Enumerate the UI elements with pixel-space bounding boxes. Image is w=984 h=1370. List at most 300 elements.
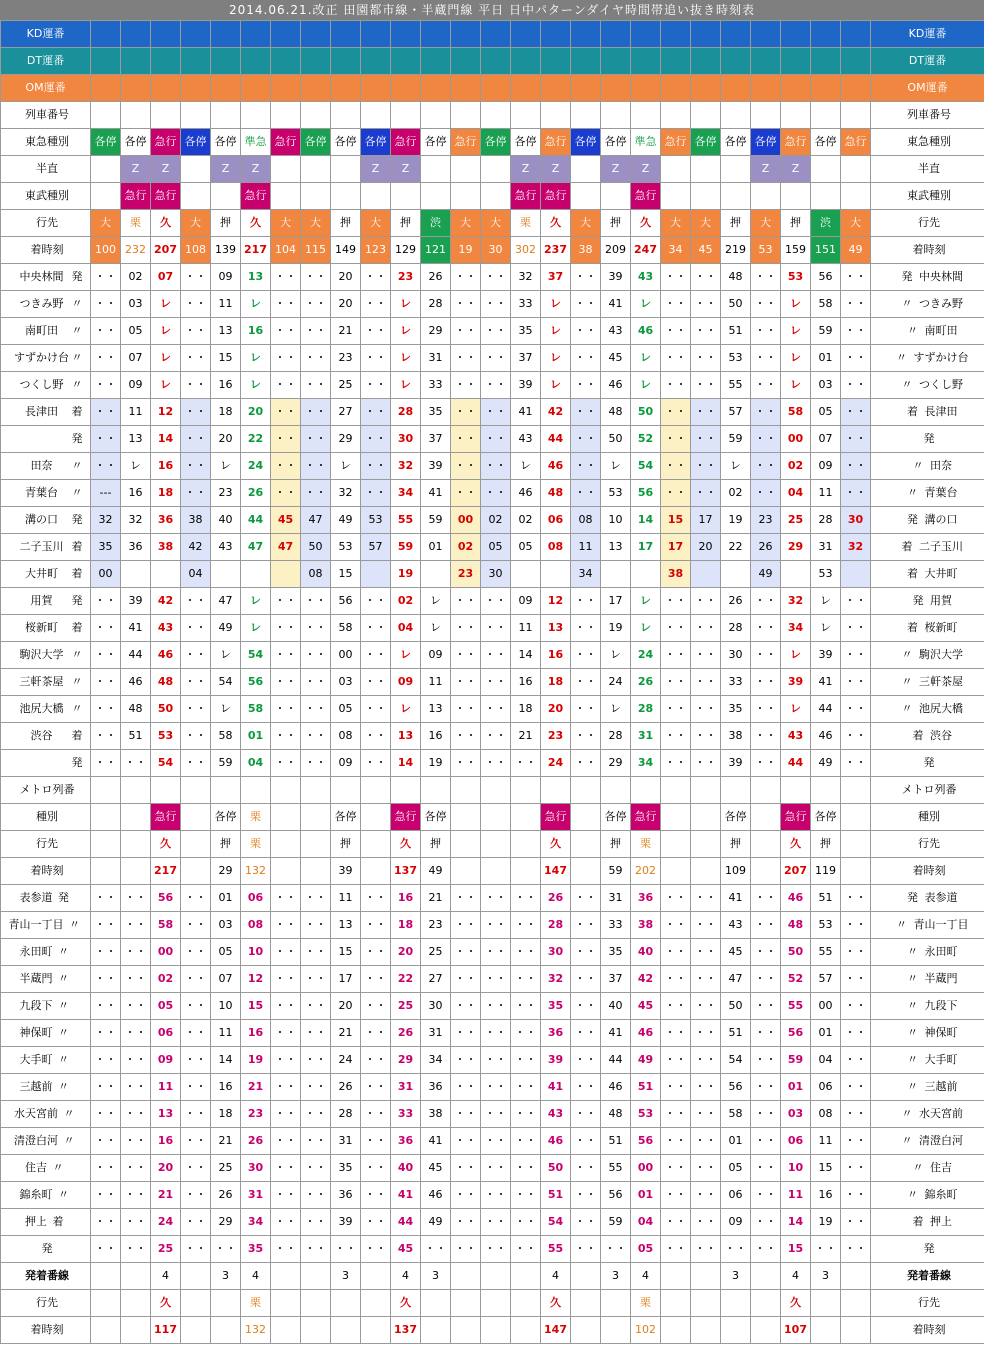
time-cell: ・・ (301, 399, 331, 426)
time-cell: 46 (541, 453, 571, 480)
track-row (1, 1263, 984, 1290)
time-cell: 28 (631, 696, 661, 723)
kd-cell (631, 21, 661, 48)
dt-cell (361, 48, 391, 75)
time-cell: ・・ (511, 750, 541, 777)
hanchoku-row (1, 156, 984, 183)
time-cell: ・・ (571, 966, 601, 993)
train-type: 準急 (631, 129, 661, 156)
station-kind: 着 (71, 567, 83, 580)
time-cell: 20 (241, 399, 271, 426)
metro-dest-cell (691, 831, 721, 858)
time-cell: 45 (721, 939, 751, 966)
train-type: 各停 (571, 129, 601, 156)
track-cell: 4 (151, 1263, 181, 1290)
time-cell: ・・ (691, 453, 721, 480)
time-cell: ・・ (841, 1074, 871, 1101)
time-cell: 14 (631, 507, 661, 534)
time-cell: 28 (811, 507, 841, 534)
metro-train-no-cell (781, 777, 811, 804)
time-cell: ・・ (751, 345, 781, 372)
metro-train-no-cell (721, 777, 751, 804)
time-cell: 35 (241, 1236, 271, 1263)
station-name: 桜新町 (25, 621, 58, 634)
hanchoku-cell: Z (151, 156, 181, 183)
hanchoku-cell: Z (511, 156, 541, 183)
station-name-right (871, 615, 984, 642)
dest-cell: 久 (541, 210, 571, 237)
time-cell: 17 (691, 507, 721, 534)
time-cell: ・・ (451, 750, 481, 777)
time-cell: 19 (721, 507, 751, 534)
time-cell: ・・ (361, 453, 391, 480)
type-row (1, 129, 984, 156)
time-cell: 38 (661, 561, 691, 588)
train-type: 急行 (151, 129, 181, 156)
time-cell: 11 (511, 615, 541, 642)
train-no-cell (181, 102, 211, 129)
station-kind: 発 (923, 756, 935, 769)
time-cell: 39 (721, 750, 751, 777)
station-name-left (1, 912, 91, 939)
time-cell: 56 (631, 1128, 661, 1155)
time-cell (841, 561, 871, 588)
hanchoku-cell (811, 156, 841, 183)
dest-cell: 大 (271, 210, 301, 237)
station-name-right (871, 561, 984, 588)
time-cell: ・・ (91, 912, 121, 939)
metro-type-cell (751, 804, 781, 831)
time-cell: ・・ (691, 1209, 721, 1236)
time-cell: ・・ (121, 993, 151, 1020)
time-cell: ・・ (481, 291, 511, 318)
tobu-cell (331, 183, 361, 210)
time-cell: 48 (601, 1101, 631, 1128)
dest-no-cell: 38 (571, 237, 601, 264)
final-dest-cell (811, 1290, 841, 1317)
time-cell: 24 (541, 750, 571, 777)
time-cell: ・・ (481, 1236, 511, 1263)
time-cell: 51 (721, 318, 751, 345)
time-cell: 13 (151, 1101, 181, 1128)
om-cell (541, 75, 571, 102)
dest-no-cell: 237 (541, 237, 571, 264)
om-label-right: OM運番 (871, 75, 984, 102)
time-cell: 04 (391, 615, 421, 642)
dest-cell: 栗 (511, 210, 541, 237)
hanchoku-cell (301, 156, 331, 183)
kd-cell (661, 21, 691, 48)
time-cell: 59 (601, 1209, 631, 1236)
time-cell: ・・ (181, 1209, 211, 1236)
metro-arr-cell: 49 (421, 858, 451, 885)
time-cell: レ (151, 372, 181, 399)
time-cell: ・・ (661, 1155, 691, 1182)
station-name: 田奈 (930, 459, 952, 472)
time-cell: 46 (631, 318, 661, 345)
time-cell: ・・ (451, 453, 481, 480)
tobu-cell: 急行 (151, 183, 181, 210)
time-cell: レ (601, 453, 631, 480)
dest-no-cell: 34 (661, 237, 691, 264)
time-cell: 41 (721, 885, 751, 912)
time-cell: 52 (631, 426, 661, 453)
time-cell: 46 (601, 1074, 631, 1101)
time-cell: 16 (391, 885, 421, 912)
tobu-cell (391, 183, 421, 210)
train-no-cell (691, 102, 721, 129)
hanchoku-cell (271, 156, 301, 183)
time-cell: ・・ (571, 1020, 601, 1047)
om-cell (511, 75, 541, 102)
time-cell: ・・ (181, 480, 211, 507)
station-kind: 〃 (63, 1134, 75, 1147)
time-cell: 52 (781, 966, 811, 993)
metro-type-cell: 急行 (541, 804, 571, 831)
metro-dest-row (1, 831, 984, 858)
tobu-cell: 急行 (541, 183, 571, 210)
time-cell: 48 (151, 669, 181, 696)
final-dest-cell (271, 1290, 301, 1317)
station-name: 住吉 (25, 1161, 47, 1174)
om-cell (601, 75, 631, 102)
time-cell: 50 (151, 696, 181, 723)
time-cell: ・・ (751, 750, 781, 777)
time-cell: 45 (601, 345, 631, 372)
time-cell: ・・ (481, 372, 511, 399)
metro-dest-cell (511, 831, 541, 858)
time-cell: 28 (721, 615, 751, 642)
time-cell: 44 (601, 1047, 631, 1074)
station-name-left (1, 750, 91, 777)
kd-cell (511, 21, 541, 48)
station-kind: 着 (71, 621, 83, 634)
train-type: 急行 (781, 129, 811, 156)
metro-type-cell (181, 804, 211, 831)
dest-no-cell: 207 (151, 237, 181, 264)
metro-station-row (1, 993, 984, 1020)
track-cell (511, 1263, 541, 1290)
station-name: 南町田 (25, 324, 58, 337)
time-cell: ・・ (841, 318, 871, 345)
station-name: 神保町 (924, 1026, 958, 1039)
track-cell (841, 1263, 871, 1290)
time-cell: 49 (811, 750, 841, 777)
metro-dest-label-left: 行先 (1, 831, 91, 858)
time-cell: ・・ (661, 1101, 691, 1128)
train-type: 急行 (841, 129, 871, 156)
dt-cell (391, 48, 421, 75)
time-cell: 14 (391, 750, 421, 777)
station-name: 池尻大橋 (919, 702, 963, 715)
station-kind: 発 (901, 270, 913, 283)
final-dest-cell (451, 1290, 481, 1317)
time-cell: ・・ (481, 1020, 511, 1047)
final-dest-cell: 久 (151, 1290, 181, 1317)
dt-cell (421, 48, 451, 75)
time-cell: ・・ (841, 1182, 871, 1209)
track-cell: 3 (211, 1263, 241, 1290)
time-cell: レ (391, 372, 421, 399)
time-cell: ・・ (571, 480, 601, 507)
time-cell: 44 (241, 507, 271, 534)
time-cell: ・・ (571, 1182, 601, 1209)
tobu-cell (481, 183, 511, 210)
metro-arr-cell: 202 (631, 858, 661, 885)
time-cell: 03 (781, 1101, 811, 1128)
time-cell: ・・ (691, 1182, 721, 1209)
bottom-station-row (1, 588, 984, 615)
time-cell: ・・ (721, 1236, 751, 1263)
time-cell: ・・ (271, 1236, 301, 1263)
time-cell: ・・ (571, 615, 601, 642)
time-cell: 09 (211, 264, 241, 291)
station-name-left (1, 426, 91, 453)
time-cell: 59 (721, 426, 751, 453)
final-arr-cell (691, 1317, 721, 1344)
time-cell: ・・ (361, 1155, 391, 1182)
station-kind: 発 (912, 594, 924, 607)
time-cell: 00 (91, 561, 121, 588)
train-type: 各停 (721, 129, 751, 156)
final-dest-cell (301, 1290, 331, 1317)
time-cell: 31 (421, 1020, 451, 1047)
station-name: 青山一丁目 (8, 918, 64, 931)
time-cell: ・・ (451, 588, 481, 615)
train-type: 急行 (271, 129, 301, 156)
time-cell: ・・ (271, 372, 301, 399)
metro-dest-cell (481, 831, 511, 858)
time-cell: 26 (211, 1182, 241, 1209)
metro-type-cell (301, 804, 331, 831)
time-cell: ・・ (841, 372, 871, 399)
time-cell: ・・ (91, 1236, 121, 1263)
time-cell: 43 (601, 318, 631, 345)
time-cell: レ (241, 345, 271, 372)
time-cell: 33 (421, 372, 451, 399)
metro-train-no-cell (241, 777, 271, 804)
time-cell: ・・ (571, 372, 601, 399)
dt-cell (541, 48, 571, 75)
om-cell (481, 75, 511, 102)
track-cell: 3 (601, 1263, 631, 1290)
time-cell (151, 561, 181, 588)
kd-label-right: KD運番 (871, 21, 984, 48)
kd-cell (241, 21, 271, 48)
metro-type-label-right: 種別 (871, 804, 984, 831)
station-name-left (1, 1020, 91, 1047)
time-cell: 46 (781, 885, 811, 912)
time-cell: 01 (241, 723, 271, 750)
station-kind: 〃 (58, 945, 69, 958)
time-cell: ・・ (271, 1128, 301, 1155)
final-arr-cell: 102 (631, 1317, 661, 1344)
station-name: 二子玉川 (919, 540, 963, 553)
dest-no-cell: 219 (721, 237, 751, 264)
station-name: 長津田 (924, 405, 958, 418)
time-cell: 18 (151, 480, 181, 507)
station-kind: 〃 (71, 378, 83, 391)
station-kind: 〃 (907, 486, 918, 499)
station-name-right (871, 1236, 984, 1263)
station-kind: 〃 (71, 297, 83, 310)
station-kind: 〃 (71, 648, 83, 661)
mid-station-row (1, 507, 984, 534)
time-cell: ・・ (691, 264, 721, 291)
station-kind: 〃 (71, 675, 83, 688)
train-no-cell (391, 102, 421, 129)
time-cell: 02 (151, 966, 181, 993)
time-cell: 19 (391, 561, 421, 588)
train-no-cell (121, 102, 151, 129)
time-cell: ・・ (661, 372, 691, 399)
station-name: 水天宮前 (14, 1107, 58, 1120)
time-cell: ・・ (451, 480, 481, 507)
kd-cell (841, 21, 871, 48)
station-name-right (871, 696, 984, 723)
time-cell: ・・ (691, 912, 721, 939)
time-cell: 48 (121, 696, 151, 723)
time-cell: ・・ (751, 426, 781, 453)
station-name: 渋谷 (930, 729, 952, 742)
track-cell: 3 (721, 1263, 751, 1290)
time-cell: ・・ (91, 453, 121, 480)
time-cell: 30 (481, 561, 511, 588)
time-cell: 34 (391, 480, 421, 507)
time-cell: ・・ (91, 939, 121, 966)
time-cell: 58 (151, 912, 181, 939)
time-cell: 27 (421, 966, 451, 993)
time-cell: 41 (601, 291, 631, 318)
station-name: つくし野 (919, 378, 963, 391)
metro-station-row (1, 1101, 984, 1128)
train-no-cell (241, 102, 271, 129)
time-cell: ・・ (841, 1101, 871, 1128)
time-cell: 12 (151, 399, 181, 426)
time-cell: 28 (391, 399, 421, 426)
time-cell: 35 (91, 534, 121, 561)
station-name-right (871, 1128, 984, 1155)
time-cell: 49 (751, 561, 781, 588)
time-cell: レ (391, 291, 421, 318)
station-kind: 〃 (58, 1080, 69, 1093)
time-cell: ・・ (91, 1020, 121, 1047)
time-cell: 48 (781, 912, 811, 939)
time-cell: ・・ (751, 372, 781, 399)
metro-arr-cell (841, 858, 871, 885)
time-cell: ・・ (301, 966, 331, 993)
time-cell: 00 (631, 1155, 661, 1182)
kd-cell (571, 21, 601, 48)
metro-train-no-label-left: メトロ列番 (1, 777, 91, 804)
time-cell: ・・ (691, 588, 721, 615)
final-arr-cell (511, 1317, 541, 1344)
station-name-left (1, 507, 91, 534)
time-cell: 08 (571, 507, 601, 534)
time-cell: ・・ (451, 1074, 481, 1101)
kd-cell (751, 21, 781, 48)
time-cell: 44 (541, 426, 571, 453)
dest-cell: 大 (751, 210, 781, 237)
tobu-cell (811, 183, 841, 210)
mid-station-row (1, 399, 984, 426)
time-cell: 29 (331, 426, 361, 453)
metro-arr-cell: 59 (601, 858, 631, 885)
time-cell: 19 (601, 615, 631, 642)
time-cell: ・・ (181, 345, 211, 372)
bottom-station-row (1, 750, 984, 777)
hanchoku-cell (331, 156, 361, 183)
time-cell: ・・ (271, 912, 301, 939)
time-cell: 38 (721, 723, 751, 750)
time-cell: 02 (391, 588, 421, 615)
metro-type-cell (91, 804, 121, 831)
time-cell: ・・ (841, 696, 871, 723)
time-cell: ・・ (571, 426, 601, 453)
train-type: 急行 (451, 129, 481, 156)
time-cell: 30 (841, 507, 871, 534)
hanchoku-cell (691, 156, 721, 183)
kd-cell (181, 21, 211, 48)
time-cell: 11 (151, 1074, 181, 1101)
time-cell: ・・ (751, 615, 781, 642)
time-cell: 45 (421, 1155, 451, 1182)
time-cell: 05 (631, 1236, 661, 1263)
dt-cell (691, 48, 721, 75)
time-cell: ・・ (691, 291, 721, 318)
metro-arr-cell (91, 858, 121, 885)
time-cell: 32 (121, 507, 151, 534)
station-kind: 着 (907, 567, 918, 580)
time-cell: 51 (541, 1182, 571, 1209)
station-kind: 〃 (69, 918, 80, 931)
time-cell: ・・ (361, 588, 391, 615)
dest-cell: 押 (721, 210, 751, 237)
station-name-right (871, 912, 984, 939)
time-cell: ・・ (451, 426, 481, 453)
hanchoku-cell (721, 156, 751, 183)
final-arr-cell (601, 1317, 631, 1344)
time-cell: ・・ (301, 885, 331, 912)
metro-train-no-cell (631, 777, 661, 804)
om-cell (631, 75, 661, 102)
time-cell: 17 (601, 588, 631, 615)
station-name: 青山一丁目 (913, 918, 969, 931)
time-cell: ・・ (181, 426, 211, 453)
time-cell: 50 (781, 939, 811, 966)
time-cell: ・・ (301, 318, 331, 345)
time-cell: ・・ (361, 264, 391, 291)
time-cell: ・・ (751, 885, 781, 912)
time-cell: ・・ (481, 264, 511, 291)
time-cell: 04 (241, 750, 271, 777)
track-cell (121, 1263, 151, 1290)
time-cell: 46 (631, 1020, 661, 1047)
metro-station-row (1, 1182, 984, 1209)
kd-cell (301, 21, 331, 48)
time-cell: ・・ (751, 291, 781, 318)
time-cell: 43 (211, 534, 241, 561)
station-kind: 発 (923, 432, 935, 445)
final-arr-cell (211, 1317, 241, 1344)
time-cell: 22 (241, 426, 271, 453)
om-cell (121, 75, 151, 102)
dt-cell (91, 48, 121, 75)
time-cell: ・・ (481, 1074, 511, 1101)
metro-arr-cell (271, 858, 301, 885)
time-cell: ・・ (271, 264, 301, 291)
station-kind: 着 (907, 621, 918, 634)
